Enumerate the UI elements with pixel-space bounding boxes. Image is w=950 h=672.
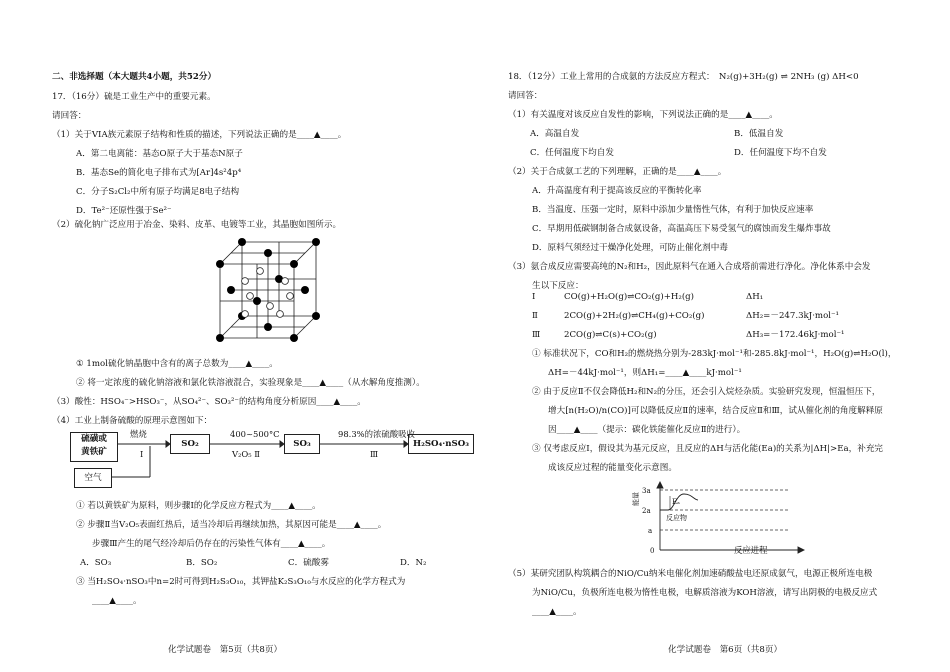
q17-4-sub2a: ② 步骤Ⅱ当V₂O₅表面红热后，适当冷却后再继续加热，其原因可能是____▲____。: [76, 520, 387, 530]
tick-2a: 2a: [642, 507, 651, 515]
q18-5-a: （5）某研究团队构筑耦合的NiO/Cu纳米电催化剂加速硝酸盐电还原成氨气，电源正极所连电极: [508, 569, 873, 579]
q17-4-option-d: D．N₂: [400, 558, 427, 568]
q18-2-option-a: A．升高温度有利于提高该反应的平衡转化率: [532, 186, 702, 196]
q17-4-option-c: C．硫酸雾: [288, 558, 329, 568]
sulfuric-acid-flow-diagram: [70, 428, 470, 490]
flow-box-so3: SO₃: [284, 434, 320, 454]
reaction-2-num: Ⅱ: [532, 311, 538, 321]
q18-2-option-d: D．原料气须经过干燥净化处理，可防止催化剂中毒: [532, 243, 728, 253]
q18-3-sub2a: ② 由于反应Ⅱ不仅会降低H₂和N₂的分压，还会引入烷烃杂质。实验研究发现，恒温恒压下，: [532, 387, 881, 397]
q17-1-option-b: B．基态Se的简化电子排布式为[Ar]4s²4p⁴: [76, 168, 242, 178]
energy-y-arrow: [657, 482, 663, 488]
q17-4-stem: （4）工业上制备硫酸的原理示意图如下：: [52, 416, 213, 426]
q17-1-option-c: C．分子S₂Cl₂中所有原子均满足8电子结构: [76, 187, 240, 197]
flow-box-air: 空气: [74, 468, 112, 488]
q18-1-option-c: C．任何温度下均自发: [530, 148, 614, 158]
q18-3-sub1b: ΔH=－44kJ·mol⁻¹，则ΔH₁=____▲____kJ·mol⁻¹: [548, 368, 742, 378]
q18-3-sub2b: 增大[n(H₂O)/n(CO)]可以降低反应Ⅱ的速率，结合反应Ⅱ和Ⅲ，试从催化剂的角度解释原: [548, 406, 883, 416]
reaction-2-dh: ΔH₂=－247.3kJ·mol⁻¹: [746, 311, 839, 321]
answer-prompt-right: 请回答：: [508, 91, 543, 101]
q18-2-stem: （2）关于合成氨工艺的下列理解，正确的是____▲____。: [508, 167, 727, 177]
q18-2-option-b: B．当温度、压强一定时，原料中添加少量惰性气体，有利于加快反应速率: [532, 205, 814, 215]
tick-0: 0: [650, 547, 655, 555]
q18-3-sub3a: ③ 仅考虑反应Ⅰ，假设其为基元反应，且反应的ΔH与活化能(Ea)的关系为|ΔH|>Ea，补充完: [532, 444, 884, 454]
energy-x-arrow: [798, 547, 804, 553]
q18-5-b: 为NiO/Cu，负极所连电极为惰性电极，电解质溶液为KOH溶液，请写出阴极的电极反应式: [532, 588, 878, 598]
q17-stem: 17．（16分）硫是工业生产中的重要元素。: [52, 92, 216, 102]
flow-arrow2-top: 400~500°C: [230, 429, 280, 439]
q17-4-option-a: A．SO₃: [80, 558, 112, 568]
q17-4-sub3b: ____▲____。: [92, 596, 142, 606]
q17-1-option-a: A．第二电离能：基态O原子大于基态N原子: [76, 149, 243, 159]
left-footer: 化学试题卷 第5页（共8页）: [168, 645, 283, 655]
ea-label: Eₐ: [672, 498, 680, 506]
reactant-label: 反应物: [666, 514, 687, 522]
q18-1-stem: （1）有关温度对该反应自发性的影响，下列说法正确的是____▲____。: [508, 110, 778, 120]
q17-4-sub1: ① 若以黄铁矿为原料，则步骤Ⅰ的化学反应方程式为____▲____。: [76, 501, 321, 511]
energy-diagram-svg: [630, 480, 805, 558]
reaction-1-num: Ⅰ: [532, 292, 536, 302]
reaction-3-dh: ΔH₃=－172.46kJ·mol⁻¹: [746, 330, 845, 340]
q18-3-stem-a: （3）氨合成反应需要高纯的N₂和H₂，因此原料气在通入合成塔前需进行净化。净化体系中会发: [508, 262, 871, 272]
q17-1-stem: （1）关于VIA族元素原子结构和性质的描述，下列说法正确的是____▲____。: [52, 130, 347, 140]
reaction-1-dh: ΔH₁: [746, 292, 764, 302]
q18-1-option-b: B．低温自发: [734, 129, 784, 139]
q18-3-sub1a: ① 标准状况下，CO和H₂的燃烧热分别为-283kJ·mol⁻¹和-285.8kJ·mol⁻¹，H₂O(g)⇌H₂O(l)，: [532, 349, 897, 359]
q17-3: （3）酸性：HSO₄⁻>HSO₃⁻，从SO₄²⁻、SO₃²⁻的结构角度分析原因____▲____。: [52, 397, 366, 407]
energy-y-label: 能量: [632, 492, 640, 506]
flow-arrow1-top: 燃烧: [130, 429, 147, 439]
q17-1-option-d: D．Te²⁻还原性强于Se²⁻: [76, 206, 172, 216]
crystal-cell-figure: [210, 236, 330, 348]
q17-2-stem: （2）硫化钠广泛应用于冶金、染料、皮革、电镀等工业，其晶胞如图所示。: [52, 220, 342, 230]
flow-box-raw-material-line1: 硫磺或: [81, 434, 107, 444]
flow-arrows: [70, 428, 470, 490]
q17-4-sub2b: 步骤Ⅲ产生的尾气经冷却后仍存在的污染性气体有____▲____。: [92, 539, 331, 549]
reaction-3-eq: 2CO(g)⇌C(s)+CO₂(g): [564, 330, 657, 340]
answer-prompt: 请回答：: [52, 111, 87, 121]
q17-4-option-b: B．SO₂: [186, 558, 218, 568]
tick-a: a: [648, 527, 653, 535]
reaction-2-eq: 2CO(g)+2H₂(g)⇌CH₄(g)+CO₂(g): [564, 311, 705, 321]
flow-arrow1-bottom: Ⅰ: [140, 449, 144, 459]
flow-arrow2-bottom: V₂O₅ Ⅱ: [232, 449, 260, 459]
q18-3-sub3b: 成该反应过程的能量变化示意图。: [548, 463, 677, 473]
flow-box-so2: SO₂: [170, 434, 210, 454]
energy-x-label: 反应进程: [734, 545, 768, 555]
flow-arrow3-bottom: Ⅲ: [370, 449, 379, 459]
reaction-3-num: Ⅲ: [532, 330, 541, 340]
q18-2-option-c: C．早期用低碳钢制备合成氨设备，高温高压下易受氢气的腐蚀而发生爆炸事故: [532, 224, 831, 234]
q18-3-sub2c: 因____▲____（提示：碳化铁能催化反应Ⅱ的进行）。: [548, 425, 746, 435]
q18-1-option-d: D．任何温度下均不自发: [734, 148, 827, 158]
flow-arrow3-top: 98.3%的浓硫酸吸收: [338, 429, 415, 439]
q18-stem: 18．（12分）工业上常用的合成氨的方法反应方程式： N₂(g)+3H₂(g) ⇌ 2NH₃ (g) ΔH<0: [508, 72, 859, 82]
flow-box-product: H₂SO₄·nSO₃: [408, 434, 474, 454]
flow-box-raw-material-line2: 黄铁矿: [81, 447, 107, 457]
reaction-1-eq: CO(g)+H₂O(g)⇌CO₂(g)+H₂(g): [564, 292, 695, 302]
q18-3-stem-b: 生以下反应：: [532, 281, 584, 291]
q17-2-sub2: ② 将一定浓度的硫化钠溶液和氯化铁溶液混合，实验现象是____▲____（从水解角度推测）。: [76, 378, 425, 388]
right-footer: 化学试题卷 第6页（共8页）: [668, 645, 783, 655]
q17-4-sub3a: ③ 当H₂SO₄·nSO₃中n=2时可得到H₂S₃O₁₀，其钾盐K₂S₃O₁₀与水反应的化学方程式为: [76, 577, 406, 587]
tick-3a: 3a: [642, 487, 651, 495]
q18-5-c: ____▲____。: [532, 607, 582, 617]
q17-2-sub1: ① 1mol硫化钠晶胞中含有的离子总数为____▲____。: [76, 359, 278, 369]
energy-diagram: [630, 480, 805, 558]
section-title: 二、非选择题（本大题共4小题，共52分）: [52, 72, 217, 82]
q18-1-option-a: A．高温自发: [530, 129, 580, 139]
